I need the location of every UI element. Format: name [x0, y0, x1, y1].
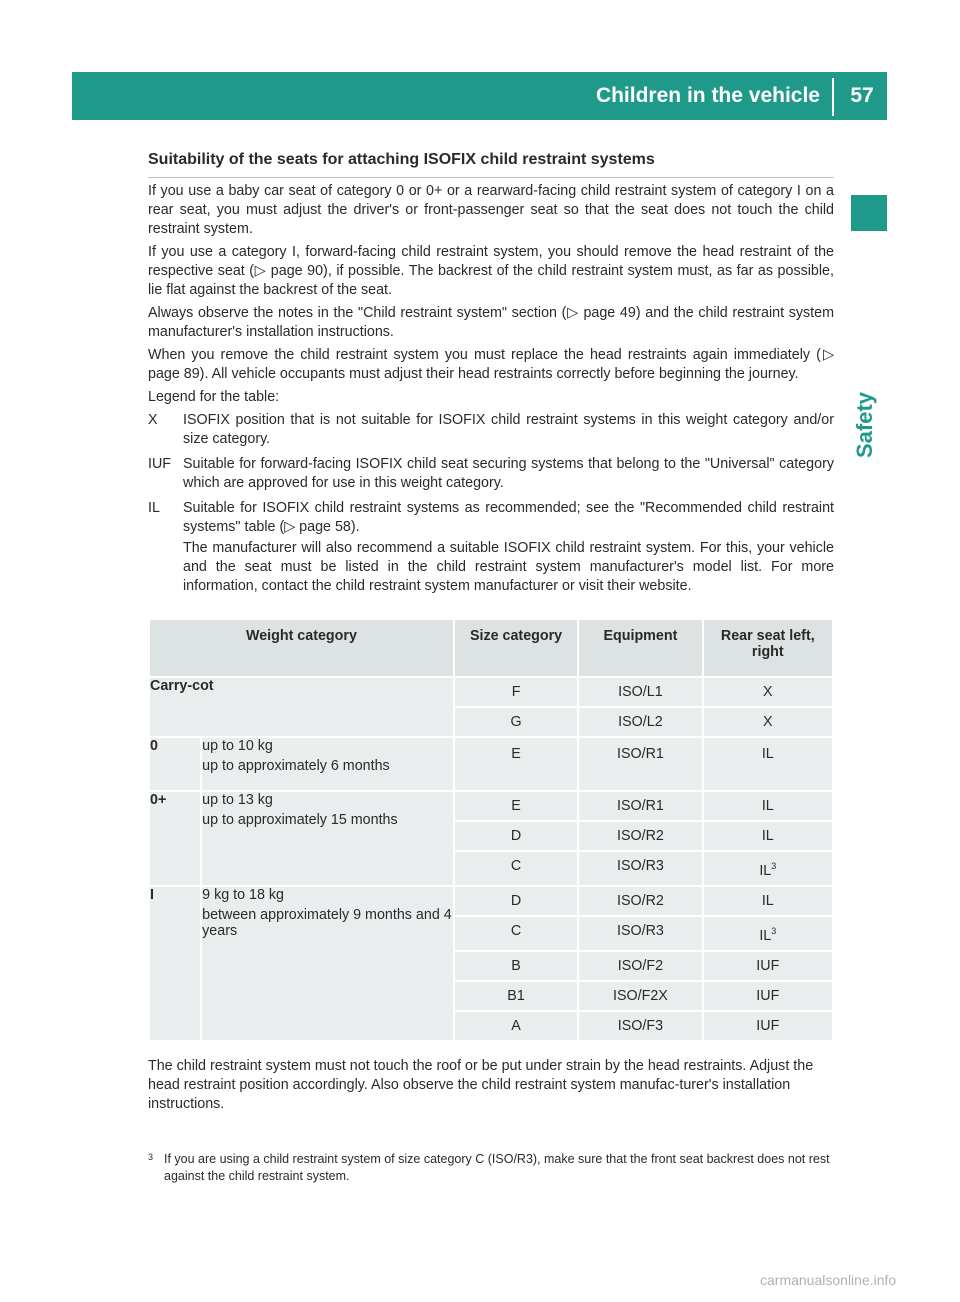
header-rear-seat: Rear seat left, right — [704, 620, 832, 676]
legend-intro: Legend for the table: — [148, 389, 280, 405]
category-description — [202, 738, 453, 790]
suitability-cell: IL — [704, 887, 832, 915]
equipment-cell: ISO/F2 — [579, 952, 701, 980]
isofix-table — [148, 618, 834, 1042]
header-weight-category: Weight category — [150, 620, 453, 676]
suitability-cell — [704, 852, 832, 885]
footnote-text: If you are using a child restraint system of size category C (ISO/R3), make sure that the front seat backrest does not rest against the child restraint system. — [164, 1152, 830, 1183]
size-cell: E — [455, 792, 577, 820]
size-cell: F — [455, 678, 577, 706]
equipment-cell: ISO/R3 — [579, 917, 701, 950]
header-divider — [832, 78, 834, 116]
paragraph: If you use a baby car seat of category 0 or 0+ or a rearward-facing child restraint system of category I on a rear seat, you must adjust the driver's or front-passenger seat so that the seat does not touch the child restraint system. — [148, 183, 834, 237]
table-row — [150, 792, 832, 820]
age-range: between approximately 9 months and 4 years — [202, 906, 452, 939]
legend-key: X — [148, 412, 158, 428]
category-0: 0 — [150, 738, 200, 790]
weight-range: up to 13 kg — [202, 792, 273, 808]
legend-key: IUF — [148, 456, 172, 472]
equipment-cell: ISO/R1 — [579, 792, 701, 820]
side-tab-marker — [851, 195, 887, 231]
equipment-cell: ISO/L2 — [579, 708, 701, 736]
footnote-ref: 3 — [771, 861, 777, 871]
size-cell: C — [455, 917, 577, 950]
equipment-cell: ISO/R2 — [579, 822, 701, 850]
page-number: 57 — [850, 84, 874, 107]
suitability-cell: IL — [704, 792, 832, 820]
suitability-cell: IUF — [704, 1012, 832, 1040]
watermark: carmanualsonline.info — [760, 1272, 897, 1288]
side-tab-label: Safety — [852, 391, 877, 458]
size-cell: D — [455, 887, 577, 915]
suitability-cell: IUF — [704, 952, 832, 980]
category-carry-cot: Carry-cot — [150, 678, 453, 736]
equipment-cell: ISO/R3 — [579, 852, 701, 885]
equipment-cell: ISO/F3 — [579, 1012, 701, 1040]
suitability-cell: IL — [704, 822, 832, 850]
paragraph: Always observe the notes in the "Child restraint system" section (▷ page 49) and the child restraint system manufacturer's installation instructions. — [148, 305, 834, 340]
size-cell: B — [455, 952, 577, 980]
legend-text: Suitable for forward-facing ISOFIX child seat securing systems that belong to the "Universal" category which are approved for use in this weight category. — [183, 456, 834, 491]
table-header-row — [150, 620, 832, 676]
suitability-value: IL — [759, 862, 772, 879]
legend-item — [148, 499, 834, 598]
size-cell: A — [455, 1012, 577, 1040]
footnote-mark: 3 — [148, 1152, 154, 1162]
age-range: up to approximately 15 months — [202, 812, 398, 828]
paragraph: When you remove the child restraint system you must replace the head restraints again immediately (▷ page 89). All vehicle occupants must adjust their head restraints correctly before beginning the journey. — [148, 347, 834, 382]
category-description — [202, 887, 453, 1040]
table-row — [150, 887, 832, 915]
category-1: I — [150, 887, 200, 1040]
category-description — [202, 792, 453, 885]
weight-range: up to 10 kg — [202, 738, 273, 754]
table-row — [150, 738, 832, 790]
suitability-cell — [704, 917, 832, 950]
size-cell: D — [455, 822, 577, 850]
chapter-title: Children in the vehicle — [595, 84, 820, 107]
category-0-plus: 0+ — [150, 792, 200, 885]
equipment-cell: ISO/F2X — [579, 982, 701, 1010]
size-cell: C — [455, 852, 577, 885]
equipment-cell: ISO/R1 — [579, 738, 701, 790]
legend-text: ISOFIX position that is not suitable for ISOFIX child restraint systems in this weight category and/or size category. — [183, 412, 834, 447]
paragraph: If you use a category I, forward-facing child restraint system, you should remove the head restraint of the respective seat (▷ page 90), if possible. The backrest of the child restraint system must, as far as possible, lie flat against the backrest of the seat. — [148, 244, 834, 298]
suitability-cell: IUF — [704, 982, 832, 1010]
weight-range: 9 kg to 18 kg — [202, 886, 285, 903]
legend-key: IL — [148, 500, 160, 516]
size-cell: B1 — [455, 982, 577, 1010]
closing-paragraph: The child restraint system must not touch the roof or be put under strain by the head restraints. Adjust the head restraint position accordingly. Also observe the child restraint system manufac-turer's installation instructions. — [148, 1058, 814, 1112]
main-content — [148, 150, 834, 602]
footnote — [148, 1151, 834, 1185]
header-size-category: Size category — [455, 620, 577, 676]
size-cell: E — [455, 738, 577, 790]
equipment-cell: ISO/L1 — [579, 678, 701, 706]
equipment-cell: ISO/R2 — [579, 887, 701, 915]
legend-item — [148, 455, 834, 495]
section-title: Suitability of the seats for attaching ISOFIX child restraint systems — [148, 150, 834, 178]
legend-item — [148, 411, 834, 451]
suitability-cell: X — [704, 678, 832, 706]
suitability-cell: X — [704, 708, 832, 736]
table-row — [150, 678, 832, 706]
footnote-ref: 3 — [771, 925, 777, 936]
age-range: up to approximately 6 months — [202, 758, 390, 774]
header-equipment: Equipment — [579, 620, 701, 676]
size-cell: G — [455, 708, 577, 736]
legend-text: The manufacturer will also recommend a suitable ISOFIX child restraint system. For this, your vehicle and the seat must be listed in the child restraint system manufacturer's model list. For more information, contact the child restraint system manufacturer or visit their website. — [183, 540, 834, 594]
suitability-value: IL — [759, 927, 772, 944]
legend-text: Suitable for ISOFIX child restraint systems as recommended; see the "Recommended child restraint systems" table (▷ page 58). — [183, 500, 834, 535]
suitability-cell: IL — [704, 738, 832, 790]
